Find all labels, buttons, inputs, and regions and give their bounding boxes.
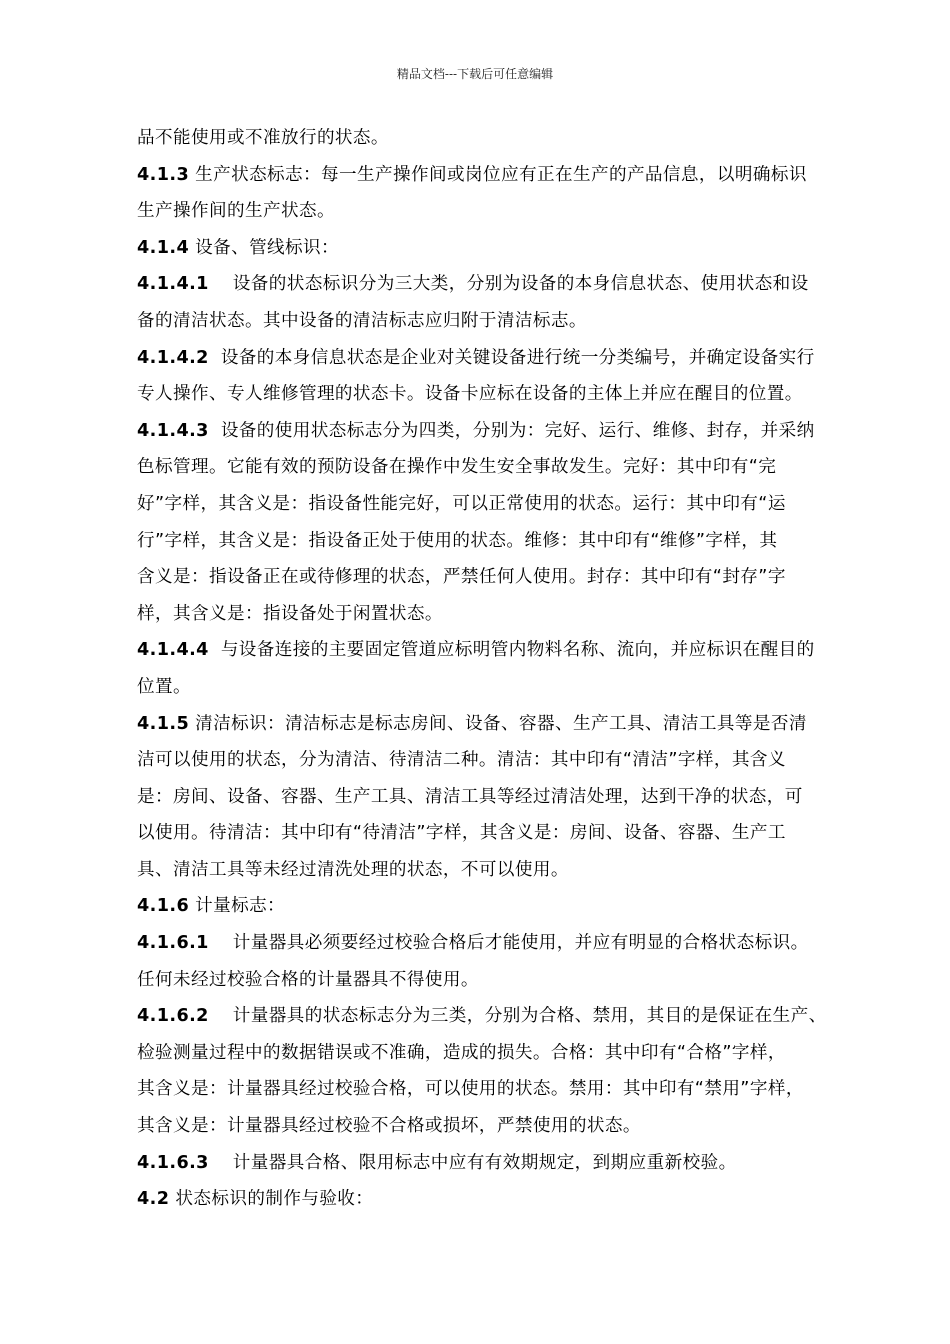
text-line [137,157,867,194]
text-line [137,1035,867,1072]
paragraph-text: 生产状态标志：每一生产操作间或岗位应有正在生产的产品信息，以明确标识 [189,164,807,185]
text-line [137,1108,867,1145]
page-header: 精品文档---下载后可任意编辑 [396,67,554,81]
section-number: 4.1.4.2 [137,347,209,368]
text-line [137,998,867,1035]
paragraph-text: 备的清洁状态。其中设备的清洁标志应归附于清洁标志。 [137,310,587,331]
text-line [137,523,867,560]
section-number: 4.1.4 [137,237,190,258]
paragraph-text: 洁可以使用的状态，分为清洁、待清洁二种。清洁：其中印有“清洁”字样，其含义 [137,750,786,771]
section-number: 4.1.4.4 [137,640,209,661]
paragraph-text: 计量器具必须要经过校验合格后才能使用，并应有明显的合格状态标识。 [208,933,809,954]
text-line [137,376,867,413]
section-number: 4.1.5 [137,713,190,734]
document-body [137,120,867,1218]
section-number: 4.1.6.3 [137,1152,209,1173]
text-line [137,559,867,596]
section-number: 4.1.6.1 [137,933,209,954]
text-line [137,1181,867,1218]
text-line [137,706,867,743]
section-number: 4.2 [137,1189,170,1210]
text-line [137,340,867,377]
paragraph-text: 色标管理。它能有效的预防设备在操作中发生安全事故发生。完好：其中印有“完 [137,457,777,478]
text-line [137,596,867,633]
paragraph-text: 专人操作、专人维修管理的状态卡。设备卡应标在设备的主体上并应在醒目的位置。 [137,384,803,405]
text-line [137,779,867,816]
paragraph-text: 状态标识的制作与验收： [169,1189,374,1210]
paragraph-text: 含义是：指设备正在或待修理的状态，严禁任何人使用。封存：其中印有“封存”字 [137,567,786,588]
text-line [137,962,867,999]
paragraph-text: 任何未经过校验合格的计量器具不得使用。 [137,969,479,990]
text-line [137,742,867,779]
paragraph-text: 检验测量过程中的数据错误或不准确，造成的损失。合格：其中印有“合格”字样， [137,1042,786,1063]
paragraph-text: 与设备连接的主要固定管道应标明管内物料名称、流向，并应标识在醒目的 [208,640,815,661]
text-line [137,193,867,230]
paragraph-text: 位置。 [137,676,191,697]
paragraph-text: 是：房间、设备、容器、生产工具、清洁工具等经过清洁处理，达到干净的状态，可 [137,786,803,807]
text-line [137,266,867,303]
text-line [137,815,867,852]
paragraph-text: 设备的状态标识分为三大类，分别为设备的本身信息状态、使用状态和设 [208,274,809,295]
section-number: 4.1.6.2 [137,1006,209,1027]
paragraph-text: 其含义是：计量器具经过校验合格，可以使用的状态。禁用：其中印有“禁用”字样， [137,1079,804,1100]
text-line [137,413,867,450]
text-line [137,120,867,157]
paragraph-text: 样，其含义是：指设备处于闲置状态。 [137,603,443,624]
paragraph-text: 设备的本身信息状态是企业对关键设备进行统一分类编号，并确定设备实行 [208,347,815,368]
paragraph-text: 计量标志： [189,896,286,917]
paragraph-text: 生产操作间的生产状态。 [137,201,335,222]
text-line [137,449,867,486]
text-line [137,486,867,523]
section-number: 4.1.4.1 [137,274,209,295]
paragraph-text: 以使用。待清洁：其中印有“待清洁”字样，其含义是：房间、设备、容器、生产工 [137,823,786,844]
paragraph-text: 清洁标识：清洁标志是标志房间、设备、容器、生产工具、清洁工具等是否清 [189,713,807,734]
paragraph-text: 其含义是：计量器具经过校验不合格或损坏，严禁使用的状态。 [137,1116,641,1137]
paragraph-text: 具、清洁工具等未经过清洗处理的状态，不可以使用。 [137,859,569,880]
section-number: 4.1.4.3 [137,420,209,441]
text-line [137,852,867,889]
section-number: 4.1.3 [137,164,190,185]
paragraph-text: 计量器具的状态标志分为三类，分别为合格、禁用，其目的是保证在生产、 [208,1006,827,1027]
paragraph-text: 计量器具合格、限用标志中应有有效期规定，到期应重新校验。 [208,1152,737,1173]
text-line [137,230,867,267]
text-line [137,888,867,925]
paragraph-text: 设备、管线标识： [189,237,340,258]
section-number: 4.1.6 [137,896,190,917]
text-line [137,925,867,962]
paragraph-text: 设备的使用状态标志分为四类，分别为：完好、运行、维修、封存，并采纳 [208,420,815,441]
text-line [137,1071,867,1108]
text-line [137,303,867,340]
text-line [137,1145,867,1182]
paragraph-text: 品不能使用或不准放行的状态。 [137,128,389,148]
paragraph-text: 行”字样，其含义是：指设备正处于使用的状态。维修：其中印有“维修”字样，其 [137,530,778,551]
text-line [137,632,867,669]
text-line [137,669,867,706]
paragraph-text: 好”字样，其含义是：指设备性能完好，可以正常使用的状态。运行：其中印有“运 [137,493,786,514]
